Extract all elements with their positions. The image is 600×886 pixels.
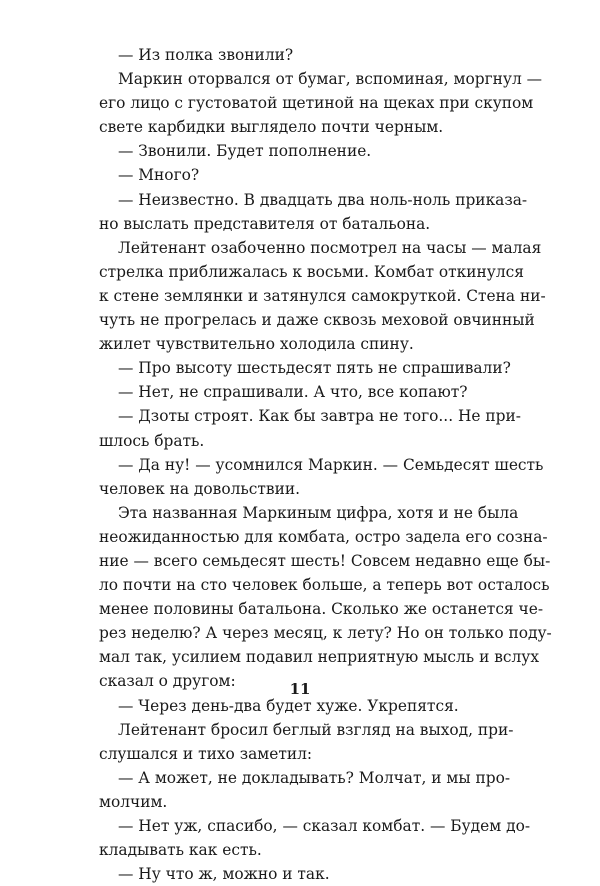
text-line: но выслать представителя от батальона. [99, 214, 431, 233]
text-line: — Неизвестно. В двадцать два ноль-ноль приказа- [118, 190, 528, 209]
text-line: — Нет уж, спасибо, — сказал комбат. — Будем до- [118, 817, 531, 835]
text-line: человек на довольствии. [99, 479, 300, 498]
text-line: ло почти на сто человек больше, а теперь вот осталось [99, 576, 550, 595]
body-text [99, 43, 552, 886]
text-line: шлось брать. [99, 431, 205, 450]
text-line: кладывать как есть. [99, 841, 262, 860]
text-line: — Через день-два будет хуже. Укрепятся. [118, 696, 459, 715]
text-line: ние — всего семьдесят шесть! Совсем недавно еще бы- [99, 551, 551, 570]
page-number: 11 [289, 680, 311, 698]
text-line: — Дзоты строят. Как бы завтра не того... Не при- [118, 407, 521, 426]
text-line: молчим. [99, 792, 168, 811]
text-line: — Из полка звонили? [118, 46, 294, 64]
text-line: — Да ну! — усомнился Маркин. — Семьдесят шесть [118, 455, 544, 474]
text-line: менее половины батальона. Сколько же останется че- [99, 600, 544, 619]
text-line: — Звонили. Будет пополнение. [118, 142, 372, 161]
text-line: стрелка приближалась к восьми. Комбат откинулся [99, 262, 524, 281]
text-line: свете карбидки выглядело почти черным. [99, 118, 444, 137]
text-line: слушался и тихо заметил: [99, 744, 313, 763]
text-line: — Ну что ж, можно и так. [118, 865, 330, 884]
text-line: жилет чувствительно холодила спину. [99, 335, 414, 354]
text-line: Лейтенант озабоченно посмотрел на часы — малая [118, 238, 542, 257]
text-line: — Нет, не спрашивали. А что, все копают? [118, 383, 468, 402]
text-line: неожиданностью для комбата, остро задела его созна- [99, 527, 548, 546]
text-line: мал так, усилием подавил неприятную мысль и вслух [99, 648, 540, 667]
text-line: Маркин оторвался от бумаг, вспоминая, моргнул — [118, 70, 543, 89]
text-line: — А может, не докладывать? Молчат, и мы про- [118, 768, 511, 787]
text-line: его лицо с густоватой щетиной на щеках при скупом [99, 94, 534, 113]
text-line: к стене землянки и затянулся самокруткой. Стена ни- [99, 286, 546, 305]
text-line: — Про высоту шестьдесят пять не спрашивали? [118, 359, 511, 378]
text-line: рез неделю? А через месяц, к лету? Но он только поду- [99, 624, 552, 643]
text-line: Лейтенант бросил беглый взгляд на выход, при- [118, 720, 514, 739]
text-line: чуть не прогрелась и даже сквозь меховой овчинный [99, 311, 535, 330]
text-line: сказал о другом: [99, 672, 236, 691]
text-line: — Много? [118, 166, 200, 185]
text-line: Эта названная Маркиным цифра, хотя и не была [118, 503, 519, 522]
